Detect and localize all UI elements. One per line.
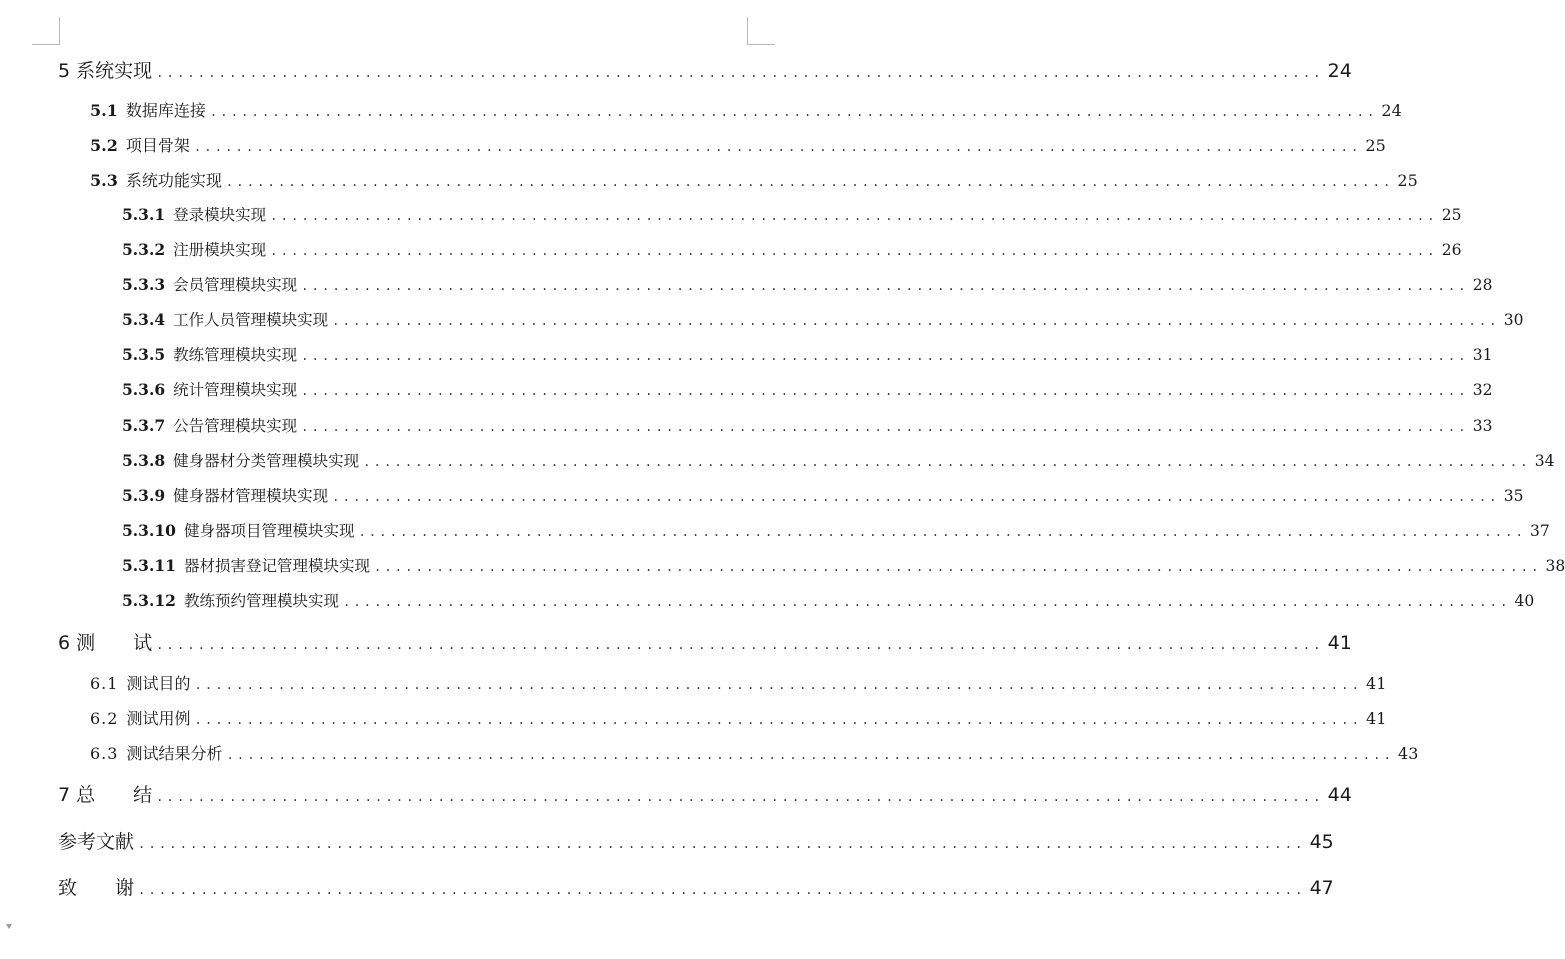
toc-number: 5.3.5	[122, 345, 166, 364]
toc-title: 健身器项目管理模块实现	[183, 522, 355, 540]
toc-page: 31	[1472, 346, 1493, 364]
dot-leader: ................................................................................................................	[209, 105, 1378, 119]
dot-leader: ................................................................................................................	[332, 314, 1500, 328]
toc-page: 25	[1441, 206, 1462, 224]
dot-leader: ................................................................................................................	[358, 525, 1527, 539]
dot-leader: ................................................................................................................	[225, 175, 1394, 189]
toc-number: 7	[58, 784, 71, 806]
toc-number: 6.1	[90, 674, 119, 693]
toc-entry[interactable]	[122, 589, 1535, 611]
toc-page: 40	[1514, 592, 1535, 610]
dot-leader: ................................................................................................................	[301, 384, 1469, 398]
toc-page: 45	[1309, 831, 1334, 853]
toc-entry[interactable]	[58, 56, 1352, 83]
toc-page: 47	[1309, 877, 1334, 899]
dot-leader: ................................................................................................................	[270, 209, 1438, 223]
toc-entry[interactable]	[122, 554, 1565, 576]
toc-number: 5.3.3	[122, 275, 166, 294]
toc-number: 5.3.4	[122, 310, 166, 329]
dot-leader: ................................................................................................................	[138, 883, 1306, 897]
dot-leader: ................................................................................................................	[332, 490, 1500, 504]
dot-leader: ................................................................................................................	[138, 837, 1306, 851]
toc-title: 工作人员管理模块实现	[173, 311, 329, 329]
toc-title: 会员管理模块实现	[173, 276, 298, 294]
paragraph-marker-icon	[6, 924, 12, 929]
toc-title: 注册模块实现	[173, 241, 267, 259]
dot-leader: ................................................................................................................	[301, 349, 1469, 363]
toc-title: 总 结	[76, 784, 153, 806]
toc-page: 41	[1366, 709, 1387, 728]
toc-page: 25	[1365, 136, 1386, 155]
toc-title: 统计管理模块实现	[173, 381, 298, 399]
toc-page: 41	[1366, 674, 1387, 693]
toc-page: 30	[1503, 311, 1524, 329]
dot-leader: ................................................................................................................	[363, 455, 1531, 469]
toc-number: 5.3.2	[122, 240, 166, 259]
dot-leader: ................................................................................................................	[193, 140, 1362, 154]
dot-leader: ................................................................................................................	[373, 560, 1542, 574]
toc-entry[interactable]	[122, 273, 1493, 295]
toc-page: 44	[1327, 784, 1352, 806]
toc-entry[interactable]	[122, 308, 1524, 330]
toc-number: 5.3	[90, 171, 118, 190]
dot-leader: ................................................................................................................	[270, 244, 1438, 258]
toc-number: 5.1	[90, 101, 118, 120]
toc-title: 数据库连接	[125, 101, 206, 120]
toc-number: 5.3.1	[122, 205, 166, 224]
toc-number: 5.3.7	[122, 416, 166, 435]
toc-title: 测 试	[76, 632, 153, 654]
toc-title: 登录模块实现	[173, 206, 267, 224]
toc-number: 5.3.8	[122, 451, 166, 470]
toc-entry[interactable]	[122, 203, 1462, 225]
dot-leader: ................................................................................................................	[226, 748, 1395, 762]
toc-number: 5.3.9	[122, 486, 166, 505]
toc-page: 38	[1545, 557, 1565, 575]
toc-title: 健身器材管理模块实现	[173, 487, 329, 505]
dot-leader: ................................................................................................................	[342, 595, 1511, 609]
toc-page: 24	[1381, 101, 1402, 120]
toc-title: 测试用例	[126, 709, 191, 728]
toc-number: 5.3.10	[122, 521, 176, 540]
toc-number: 5.3.11	[122, 556, 176, 575]
toc-number: 5	[58, 60, 71, 82]
dot-leader: ................................................................................................................	[301, 420, 1469, 434]
toc-page: 41	[1327, 632, 1352, 654]
toc-entry[interactable]	[122, 449, 1555, 471]
toc-page: 26	[1441, 241, 1462, 259]
toc-page: 33	[1472, 417, 1493, 435]
toc-title: 测试结果分析	[126, 744, 223, 763]
toc-entry[interactable]	[90, 168, 1418, 191]
toc-entry[interactable]	[122, 519, 1550, 541]
dot-leader: ................................................................................................................	[194, 678, 1363, 692]
toc-page: 37	[1530, 522, 1550, 540]
toc-entry[interactable]	[58, 827, 1334, 854]
toc-entry[interactable]	[122, 238, 1462, 260]
toc-title: 系统实现	[76, 60, 153, 82]
toc-entry[interactable]	[90, 741, 1419, 764]
toc-entry[interactable]	[90, 133, 1386, 156]
toc-title: 项目骨架	[125, 136, 190, 155]
toc-number: 6.3	[90, 744, 119, 763]
toc-title: 系统功能实现	[125, 171, 222, 190]
toc-page: 34	[1534, 452, 1555, 470]
dot-leader: ................................................................................................................	[156, 638, 1324, 652]
toc-title: 公告管理模块实现	[173, 417, 298, 435]
toc-entry[interactable]	[122, 343, 1493, 365]
dot-leader: ................................................................................................................	[301, 279, 1469, 293]
toc-page: 24	[1327, 60, 1352, 82]
toc-page: 32	[1472, 381, 1493, 399]
toc-page: 25	[1397, 171, 1418, 190]
toc-page: 28	[1472, 276, 1493, 294]
toc-entry[interactable]	[58, 780, 1352, 807]
dot-leader: ................................................................................................................	[156, 790, 1324, 804]
toc-number: 6.2	[90, 709, 119, 728]
toc-entry[interactable]	[90, 671, 1387, 694]
toc-entry[interactable]	[58, 873, 1334, 900]
toc-entry[interactable]	[58, 628, 1352, 655]
toc-title: 参考文献	[58, 831, 135, 853]
toc-number: 5.2	[90, 136, 118, 155]
toc-title: 致 谢	[58, 877, 135, 899]
toc-entry[interactable]	[122, 378, 1493, 400]
toc-title: 健身器材分类管理模块实现	[173, 452, 360, 470]
toc-title: 测试目的	[126, 674, 191, 693]
toc-page: 35	[1503, 487, 1524, 505]
toc-title: 教练预约管理模块实现	[183, 592, 339, 610]
dot-leader: ................................................................................................................	[156, 66, 1324, 80]
toc-number: 6	[58, 632, 71, 654]
toc-entry[interactable]	[90, 706, 1387, 729]
toc-entry[interactable]	[122, 414, 1493, 436]
toc-title: 器材损害登记管理模块实现	[183, 557, 370, 575]
toc-number: 5.3.12	[122, 591, 176, 610]
toc-title: 教练管理模块实现	[173, 346, 298, 364]
dot-leader: ................................................................................................................	[194, 713, 1363, 727]
toc-number: 5.3.6	[122, 380, 166, 399]
toc-entry[interactable]	[90, 98, 1402, 121]
toc-page: 43	[1398, 744, 1419, 763]
toc-entry[interactable]	[122, 484, 1524, 506]
